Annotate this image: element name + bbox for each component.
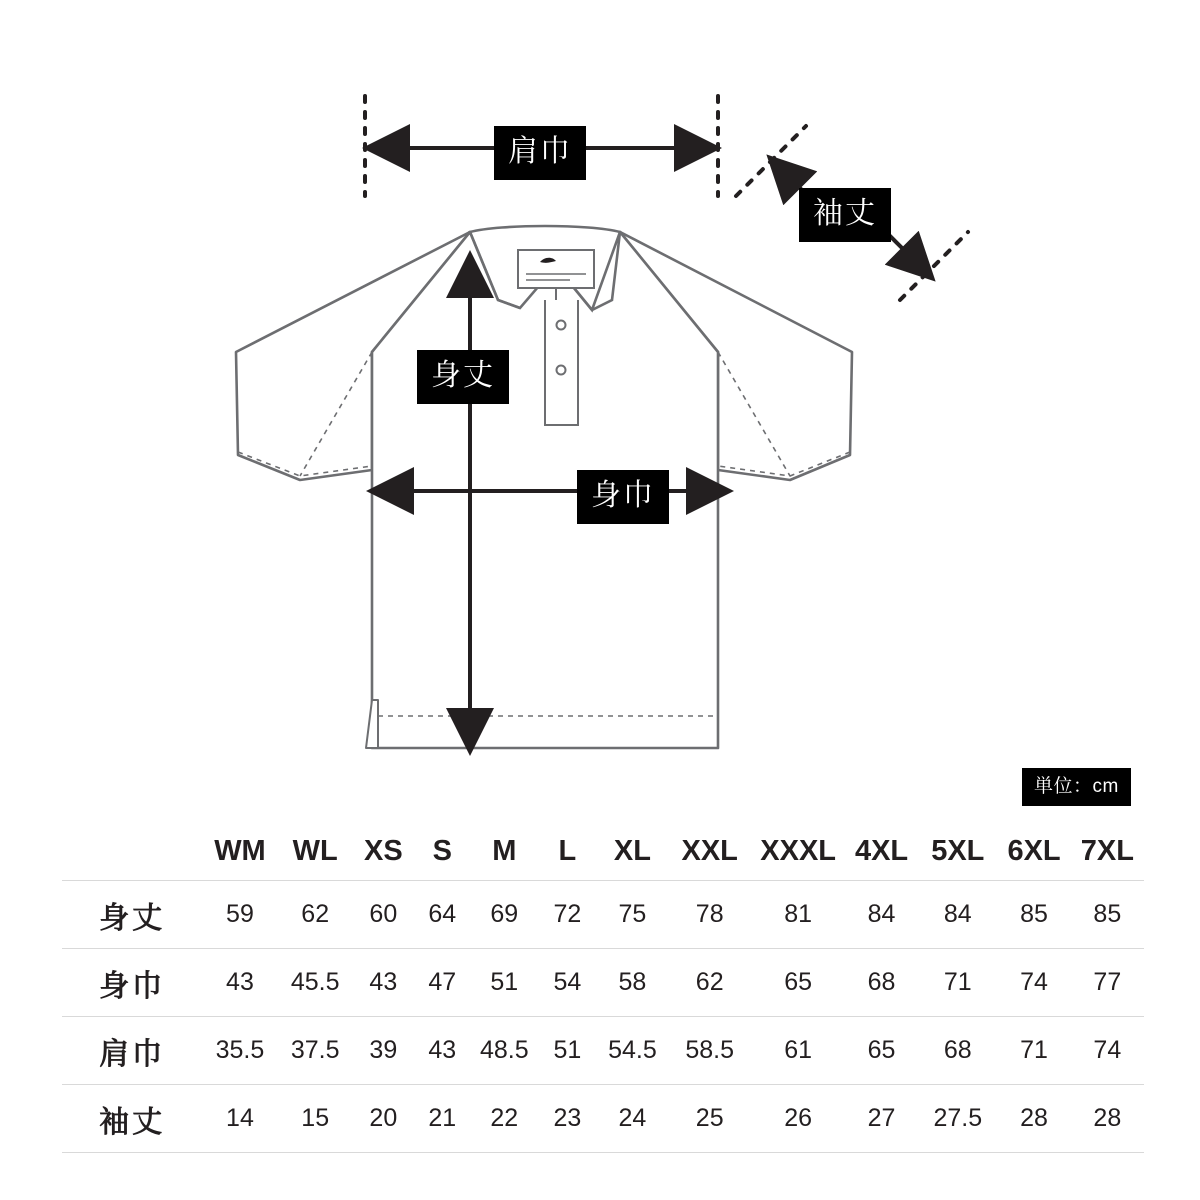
- label-body-width: 身巾: [577, 470, 669, 524]
- cell-shoulder-width-7xl: 74: [1093, 1036, 1122, 1064]
- label-shoulder-width: 肩巾: [494, 126, 586, 180]
- cell-body-length-wl: 62: [301, 900, 330, 928]
- cell-body-length-xl: 75: [618, 900, 647, 928]
- cell-body-width-6xl: 74: [1020, 968, 1048, 996]
- label-body-length: 身丈: [417, 350, 509, 404]
- cell-shoulder-width-wl: 37.5: [290, 1036, 340, 1064]
- cell-body-width-7xl: 77: [1093, 968, 1122, 996]
- cell-body-width-wl: 45.5: [290, 968, 340, 996]
- cell-body-width-wm: 43: [226, 968, 254, 996]
- col-header-5xl: 5XL: [931, 834, 985, 867]
- neck-label: [518, 250, 594, 288]
- row-header-sleeve-length: 袖丈: [99, 1105, 166, 1139]
- cell-body-length-wm: 59: [226, 900, 254, 928]
- cell-shoulder-width-m: 48.5: [479, 1036, 529, 1064]
- row-header-body-length: 身丈: [99, 901, 166, 935]
- cell-shoulder-width-xl: 54.5: [608, 1036, 657, 1064]
- cell-sleeve-length-l: 23: [553, 1104, 582, 1132]
- table-header-row: [62, 822, 1144, 881]
- col-header-7xl: 7XL: [1080, 834, 1134, 867]
- cell-body-length-6xl: 85: [1020, 900, 1048, 928]
- cell-shoulder-width-5xl: 68: [943, 1036, 972, 1064]
- col-header-wm: WM: [214, 834, 266, 867]
- cell-body-width-4xl: 68: [867, 968, 896, 996]
- row-header-body-width: 身巾: [99, 969, 166, 1003]
- cell-body-width-xxl: 62: [695, 968, 724, 996]
- cell-shoulder-width-l: 51: [553, 1036, 582, 1064]
- cell-sleeve-length-xs: 20: [369, 1104, 398, 1132]
- col-header-xs: XS: [363, 834, 403, 867]
- label-unit: 単位：cm: [1022, 768, 1131, 806]
- cell-sleeve-length-5xl: 27.5: [933, 1104, 983, 1132]
- cell-shoulder-width-xs: 39: [369, 1036, 398, 1064]
- cell-body-length-5xl: 84: [943, 900, 972, 928]
- col-header-xl: XL: [613, 834, 651, 867]
- cell-body-width-xl: 58: [618, 968, 647, 996]
- size-table-wrapper: [62, 822, 1144, 1153]
- col-header-6xl: 6XL: [1007, 834, 1061, 867]
- cell-sleeve-length-xxxl: 26: [784, 1104, 813, 1132]
- cell-sleeve-length-7xl: 28: [1093, 1104, 1122, 1132]
- label-sleeve-length: 袖丈: [799, 188, 891, 242]
- cell-body-length-xxxl: 81: [784, 900, 813, 928]
- cell-body-length-4xl: 84: [867, 900, 896, 928]
- cell-body-length-7xl: 85: [1093, 900, 1122, 928]
- cell-sleeve-length-xxl: 25: [695, 1104, 724, 1132]
- col-header-wl: WL: [292, 834, 338, 867]
- cell-sleeve-length-s: 21: [428, 1104, 457, 1132]
- cell-shoulder-width-6xl: 71: [1020, 1036, 1048, 1064]
- cell-body-width-5xl: 71: [943, 968, 972, 996]
- cell-sleeve-length-6xl: 28: [1020, 1104, 1048, 1132]
- row-header-shoulder-width: 肩巾: [99, 1037, 166, 1071]
- col-header-blank: [62, 822, 202, 881]
- cell-body-width-xxxl: 65: [784, 968, 813, 996]
- col-header-xxxl: XXXL: [760, 834, 837, 867]
- size-table: [62, 822, 1144, 1153]
- cell-shoulder-width-xxxl: 61: [784, 1036, 813, 1064]
- cell-sleeve-length-xl: 24: [618, 1104, 647, 1132]
- cell-sleeve-length-wl: 15: [301, 1104, 330, 1132]
- table-row: [62, 1017, 1144, 1085]
- cell-shoulder-width-s: 43: [428, 1036, 457, 1064]
- cell-sleeve-length-wm: 14: [226, 1104, 254, 1132]
- size-table-body: [62, 881, 1144, 1153]
- col-header-m: M: [492, 834, 517, 867]
- cell-body-width-l: 54: [553, 968, 582, 996]
- cell-body-length-xxl: 78: [695, 900, 724, 928]
- table-row: [62, 881, 1144, 949]
- cell-shoulder-width-wm: 35.5: [215, 1036, 265, 1064]
- cell-body-width-xs: 43: [369, 968, 398, 996]
- cell-body-width-s: 47: [428, 968, 457, 996]
- table-row: [62, 1085, 1144, 1153]
- size-table-head: [62, 822, 1144, 881]
- cell-body-length-m: 69: [490, 900, 519, 928]
- cell-body-width-m: 51: [490, 968, 519, 996]
- cell-sleeve-length-4xl: 27: [867, 1104, 896, 1132]
- col-header-xxl: XXL: [681, 834, 738, 867]
- col-header-s: S: [432, 834, 452, 867]
- table-row: [62, 949, 1144, 1017]
- cell-body-length-xs: 60: [369, 900, 398, 928]
- col-header-4xl: 4XL: [854, 834, 909, 867]
- col-header-l: L: [558, 834, 577, 867]
- cell-sleeve-length-m: 22: [490, 1104, 519, 1132]
- cell-shoulder-width-4xl: 65: [867, 1036, 896, 1064]
- cell-body-length-s: 64: [428, 900, 457, 928]
- cell-shoulder-width-xxl: 58.5: [685, 1036, 735, 1064]
- cell-body-length-l: 72: [553, 900, 582, 928]
